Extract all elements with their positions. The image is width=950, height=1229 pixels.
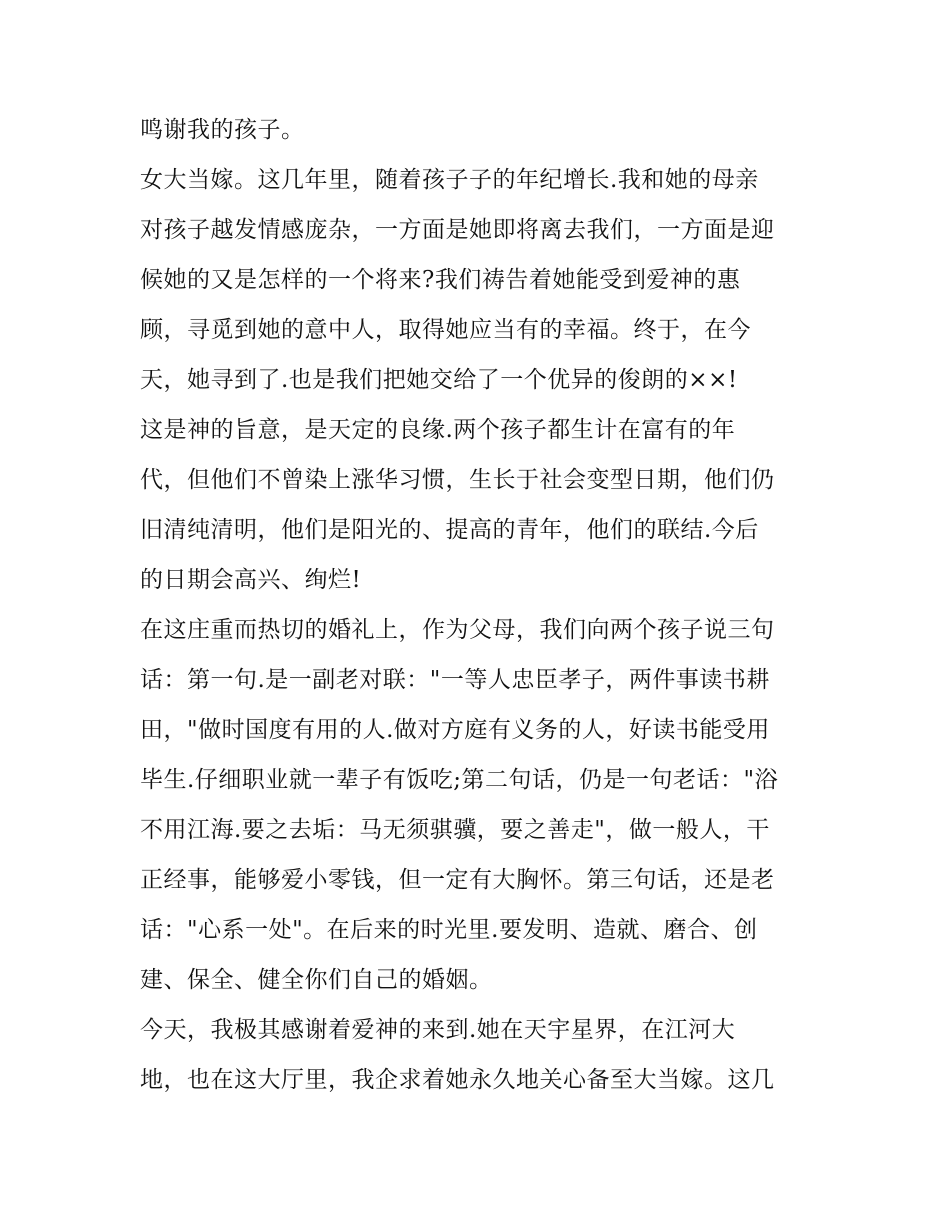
text-line: 田，"做时国度有用的人.做对方庭有义务的人，好读书能受用: [140, 717, 770, 743]
text-line: 候她的又是怎样的一个将来?我们祷告着她能受到爱神的惠: [140, 267, 741, 293]
text-line: 话："心系一处"。在后来的时光里.要发明、造就、磨合、创: [140, 917, 758, 943]
text-line: 毕生.仔细职业就一辈子有饭吃;第二句话，仍是一句老话："浴: [140, 767, 779, 793]
text-line: 天，她寻到了.也是我们把她交给了一个优异的俊朗的××!: [140, 367, 738, 393]
text-line: 对孩子越发情感庞杂，一方面是她即将离去我们，一方面是迎: [140, 217, 775, 243]
text-line: 在这庄重而热切的婚礼上，作为父母，我们向两个孩子说三句: [140, 617, 775, 643]
text-line: 这是神的旨意，是天定的良缘.两个孩子都生计在富有的年: [140, 417, 736, 443]
text-line: 顾，寻觅到她的意中人，取得她应当有的幸福。终于，在今: [140, 317, 751, 343]
text-line: 正经事，能够爱小零钱，但一定有大胸怀。第三句话，还是老: [140, 867, 775, 893]
text-line: 女大当嫁。这几年里，随着孩子子的年纪增长.我和她的母亲: [140, 167, 759, 193]
text-line: 今天，我极其感谢着爱神的来到.她在天宇星界，在江河大: [140, 1017, 736, 1043]
text-line: 代，但他们不曾染上涨华习惯，生长于社会变型日期，他们仍: [140, 467, 775, 493]
text-line: 不用江海.要之去垢：马无须骐骥，要之善走"，做一般人，干: [140, 817, 770, 843]
text-line: 话：第一句.是一副老对联："一等人忠臣孝子，两件事读书耕: [140, 667, 770, 693]
text-line: 鸣谢我的孩子。: [140, 117, 305, 143]
text-line: 旧清纯清明，他们是阳光的、提高的青年，他们的联结.今后: [140, 517, 759, 543]
text-line: 的日期会高兴、绚烂!: [140, 567, 362, 593]
text-line: 建、保全、健全你们自己的婚姻。: [140, 967, 493, 993]
text-line: 地，也在这大厅里，我企求着她永久地关心备至大当嫁。这几: [140, 1067, 775, 1093]
